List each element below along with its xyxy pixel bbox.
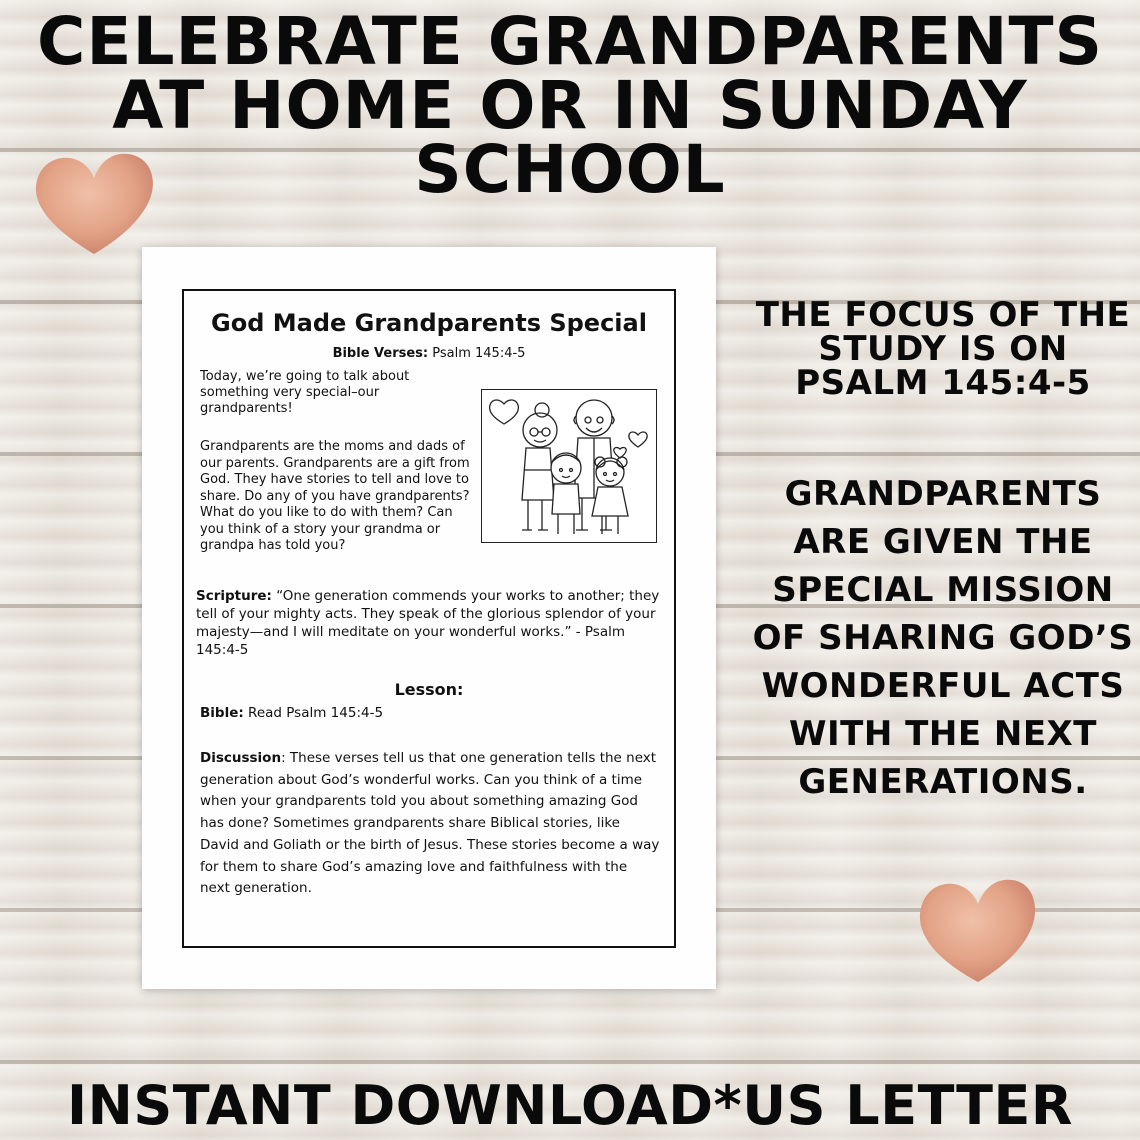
bible-verses-label: Bible Verses: (332, 346, 429, 361)
headline (0, 3, 1140, 208)
bible-verses-value: Psalm 145:4-5 (428, 346, 526, 361)
worksheet-page (142, 247, 716, 989)
grandparents-paragraph: Grandparents are the moms and dads of our parents. Grandparents are a gift from God. They have stories to tell and love to share. Do any of you have grandparents? What do you like to do with them? Can you think of a story your grandma or grandpa has told you? (200, 439, 470, 553)
heart-icon (912, 876, 1040, 988)
mission-text: GRANDPARENTS ARE GIVEN THE SPECIAL MISSION OF SHARING GOD’S WONDERFUL ACTS WITH THE NEXT GENERATIONS. (752, 474, 1134, 802)
discussion-text: : These verses tell us that one generation tells the next generation about God’s wonderful works. Can you think of a time when your grandparents told you about something amazing God has done? Sometimes grandparents share Biblical stories, like David and Goliath or the birth of Jesus. These stories become a way for them to share God’s amazing love and faithfulness with the next generation. (200, 750, 660, 897)
headline-line-1: CELEBRATE GRANDPARENTS (36, 3, 1103, 80)
bible-text: Read Psalm 145:4-5 (243, 705, 384, 721)
scripture-paragraph (196, 587, 666, 659)
heart-icon (629, 432, 647, 447)
discussion-label: Discussion (200, 750, 282, 766)
focus-line-2: STUDY IS ON (818, 329, 1068, 369)
boy-head (551, 453, 581, 483)
instant-download-footer: INSTANT DOWNLOAD*US LETTER (67, 1074, 1073, 1137)
bible-verses-line (184, 346, 674, 361)
focus-line-1: THE FOCUS OF THE (755, 295, 1131, 335)
scripture-label: Scripture: (196, 588, 272, 604)
intro-paragraph: Today, we’re going to talk about something very special–our grandparents! (200, 369, 410, 416)
heart-icon (30, 150, 158, 260)
grandparents-family-illustration (481, 389, 657, 543)
grandma-body (522, 448, 554, 500)
worksheet-border (182, 289, 676, 948)
boy-body (552, 484, 580, 514)
bible-label: Bible: (200, 705, 244, 721)
headline-line-3: SCHOOL (414, 131, 726, 208)
study-focus-text (748, 295, 1138, 403)
girl-body (592, 487, 628, 516)
focus-line-3: PSALM 145:4-5 (795, 363, 1091, 403)
heart-icon (490, 400, 519, 424)
heart-icon (614, 448, 626, 459)
grandpa-head (576, 400, 612, 436)
lesson-heading: Lesson: (394, 680, 464, 699)
bible-reading-line (200, 705, 660, 721)
worksheet-title: God Made Grandparents Special (211, 309, 647, 337)
discussion-paragraph (200, 748, 660, 900)
headline-line-2: AT HOME OR IN SUNDAY (112, 67, 1028, 144)
scripture-text: “One generation commends your works to another; they tell of your mighty acts. They speak of the glorious splendor of your majesty—and I will meditate on your wonderful works.” - Psalm 145:4-5 (196, 588, 660, 658)
